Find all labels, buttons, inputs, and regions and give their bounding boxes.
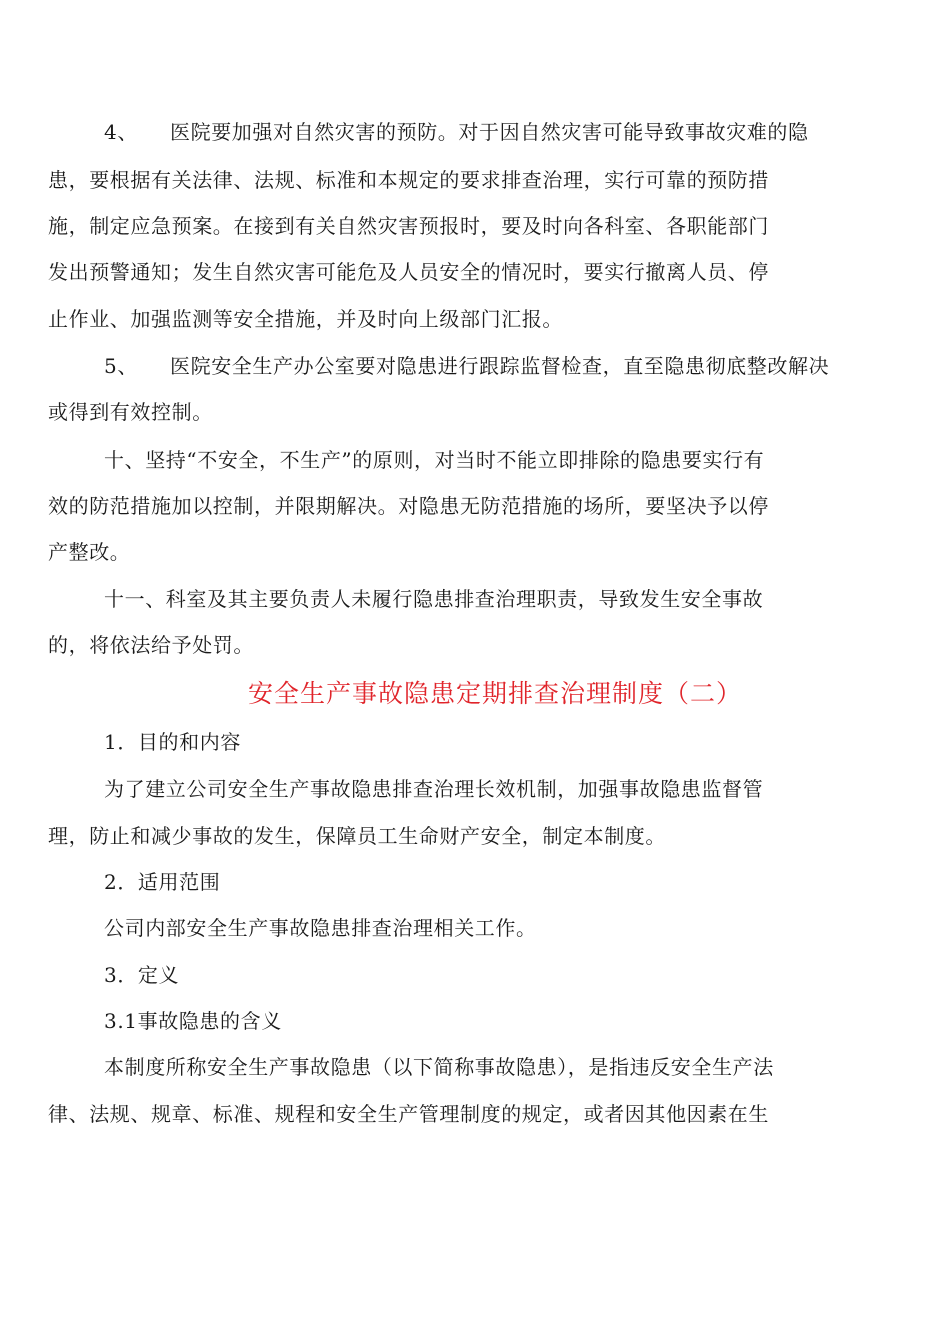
- s3-sub-heading: 3.1事故隐患的含义: [104, 1009, 282, 1033]
- section-title: 安全生产事故隐患定期排查治理制度（二）: [247, 679, 742, 708]
- s1-heading: 1．目的和内容: [104, 730, 241, 754]
- s3-heading: 3．定义: [104, 963, 180, 987]
- s3-line-2: 律、法规、规章、标准、规程和安全生产管理制度的规定，或者因其他因素在生: [48, 1102, 769, 1126]
- item11-line-1: 十一、科室及其主要负责人未履行隐患排查治理职责，导致发生安全事故: [104, 587, 764, 611]
- item10-line-2: 效的防范措施加以控制，并限期解决。对隐患无防范措施的场所，要坚决予以停: [48, 494, 769, 518]
- item4-number: 4、: [104, 120, 138, 144]
- item5-line-2: 或得到有效控制。: [48, 400, 213, 424]
- item4-line-4: 发出预警通知；发生自然灾害可能危及人员安全的情况时，要实行撤离人员、停: [48, 260, 769, 284]
- item11-line-2: 的，将依法给予处罚。: [48, 633, 254, 657]
- s2-heading: 2．适用范围: [104, 870, 221, 894]
- s1-line-1: 为了建立公司安全生产事故隐患排查治理长效机制，加强事故隐患监督管: [104, 777, 764, 801]
- item5-number: 5、: [104, 354, 138, 378]
- item5-text-1: 医院安全生产办公室要对隐患进行跟踪监督检查，直至隐患彻底整改解决: [170, 354, 830, 378]
- s2-line-1: 公司内部安全生产事故隐患排查治理相关工作。: [104, 916, 537, 940]
- item5-line-1: [104, 352, 829, 380]
- item10-line-1: 十、坚持“不安全，不生产”的原则，对当时不能立即排除的隐患要实行有: [104, 448, 765, 472]
- item10-line-3: 产整改。: [48, 540, 131, 564]
- item4-line-2: 患，要根据有关法律、法规、标准和本规定的要求排查治理，实行可靠的预防措: [48, 168, 769, 192]
- s3-line-1: 本制度所称安全生产事故隐患（以下简称事故隐患），是指违反安全生产法: [104, 1055, 774, 1079]
- s1-line-2: 理，防止和减少事故的发生，保障员工生命财产安全，制定本制度。: [48, 824, 666, 848]
- item4-text-1: 医院要加强对自然灾害的预防。对于因自然灾害可能导致事故灾难的隐: [170, 120, 809, 144]
- item4-line-1: [104, 118, 809, 146]
- item4-line-5: 止作业、加强监测等安全措施，并及时向上级部门汇报。: [48, 307, 563, 331]
- item4-line-3: 施，制定应急预案。在接到有关自然灾害预报时，要及时向各科室、各职能部门: [48, 214, 769, 238]
